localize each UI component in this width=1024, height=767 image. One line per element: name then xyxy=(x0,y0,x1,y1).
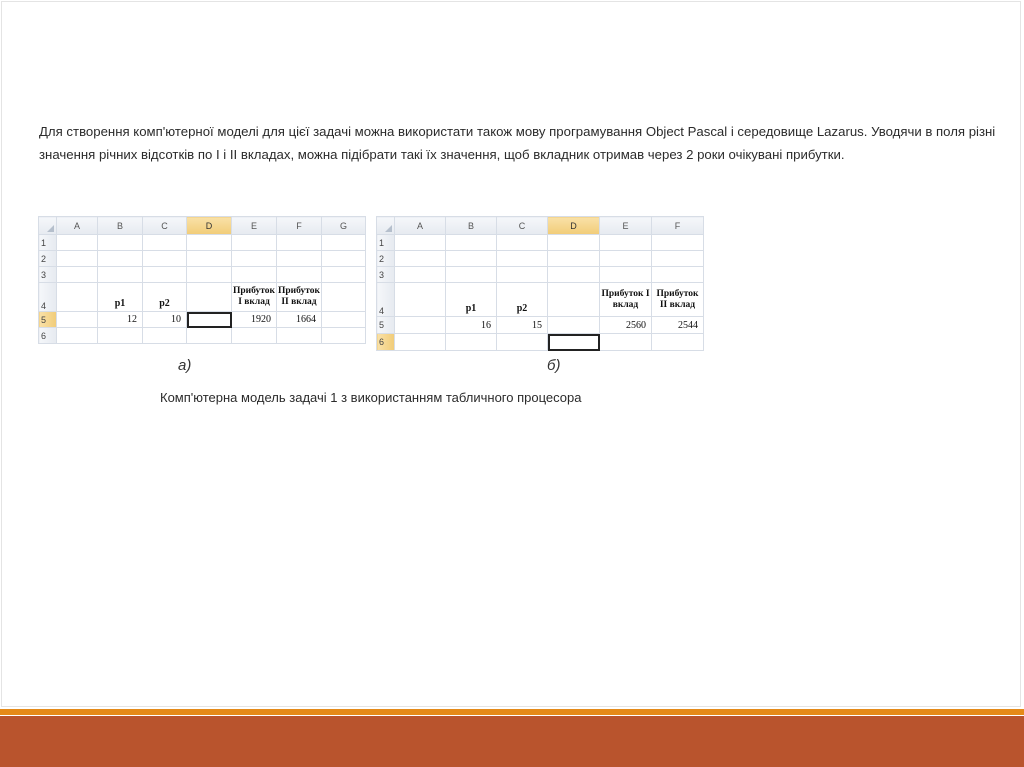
profit1-value-cell[interactable]: 1920 xyxy=(232,312,277,328)
cell[interactable] xyxy=(187,251,232,267)
cell[interactable] xyxy=(446,251,497,267)
cell[interactable] xyxy=(497,235,548,251)
cell[interactable] xyxy=(277,267,322,283)
row-header-1[interactable]: 1 xyxy=(39,235,57,251)
cell[interactable] xyxy=(277,235,322,251)
column-header-c[interactable]: C xyxy=(143,217,187,235)
cell[interactable] xyxy=(277,328,322,344)
slide-frame xyxy=(1,1,1021,707)
cell[interactable] xyxy=(57,283,98,312)
spreadsheet-a xyxy=(38,216,366,344)
cell[interactable] xyxy=(98,267,143,283)
cell[interactable] xyxy=(57,312,98,328)
cell[interactable] xyxy=(143,267,187,283)
profit2-value-cell[interactable]: 1664 xyxy=(277,312,322,328)
row-header-5[interactable]: 5 xyxy=(377,317,395,334)
cell[interactable] xyxy=(652,334,704,351)
p2-label-cell[interactable]: p2 xyxy=(497,283,548,317)
cell[interactable] xyxy=(322,328,366,344)
cell[interactable] xyxy=(446,235,497,251)
cell[interactable] xyxy=(548,251,600,267)
figure-caption: Комп'ютерна модель задачі 1 з використанням табличного процесора xyxy=(160,390,582,405)
row-header-2[interactable]: 2 xyxy=(39,251,57,267)
cell[interactable] xyxy=(322,312,366,328)
cell[interactable] xyxy=(143,328,187,344)
cell[interactable] xyxy=(57,251,98,267)
row-header-6[interactable]: 6 xyxy=(377,334,395,351)
p2-label-cell[interactable]: p2 xyxy=(143,283,187,312)
column-header-d[interactable]: D xyxy=(548,217,600,235)
cell[interactable] xyxy=(497,251,548,267)
cell[interactable] xyxy=(143,235,187,251)
cell[interactable] xyxy=(232,267,277,283)
cell[interactable] xyxy=(322,283,366,312)
footer-bar xyxy=(0,716,1024,767)
column-header-f[interactable]: F xyxy=(277,217,322,235)
cell[interactable] xyxy=(548,317,600,334)
cell[interactable] xyxy=(600,334,652,351)
column-header-f[interactable]: F xyxy=(652,217,704,235)
cell[interactable] xyxy=(98,235,143,251)
intro-paragraph: Для створення комп'ютерної моделі для цієї задачі можна використати також мову програмування Object Pascal і середовище Lazarus. Уводячи в поля різні значення річних відсотків по І і ІІ вкладах, можна підібрати такі їх значення, щоб вкладник отримав через 2 роки очікувані прибутки. xyxy=(39,124,996,162)
row-header-3[interactable]: 3 xyxy=(377,267,395,283)
profit2-label-cell[interactable]: Прибуток ІІ вклад xyxy=(277,283,322,312)
p2-value-cell[interactable]: 10 xyxy=(143,312,187,328)
row-header-4[interactable]: 4 xyxy=(39,283,57,312)
cell[interactable] xyxy=(187,235,232,251)
cell[interactable] xyxy=(322,235,366,251)
profit2-value-cell[interactable]: 2544 xyxy=(652,317,704,334)
column-header-d[interactable]: D xyxy=(187,217,232,235)
column-header-b[interactable]: B xyxy=(446,217,497,235)
selected-cell[interactable] xyxy=(187,312,232,328)
cell[interactable] xyxy=(57,235,98,251)
column-header-e[interactable]: E xyxy=(232,217,277,235)
footer-accent-line xyxy=(0,709,1024,715)
cell[interactable] xyxy=(600,235,652,251)
row-header-4[interactable]: 4 xyxy=(377,283,395,317)
select-all-corner[interactable] xyxy=(39,217,57,235)
cell[interactable] xyxy=(652,267,704,283)
cell[interactable] xyxy=(497,267,548,283)
p1-value-cell[interactable]: 16 xyxy=(446,317,497,334)
cell[interactable] xyxy=(395,334,446,351)
row-header-1[interactable]: 1 xyxy=(377,235,395,251)
cell[interactable] xyxy=(57,328,98,344)
figure-a-label: а) xyxy=(178,357,192,374)
cell[interactable] xyxy=(187,283,232,312)
cell[interactable] xyxy=(548,235,600,251)
spreadsheet-b xyxy=(376,216,704,351)
cell[interactable] xyxy=(497,334,548,351)
cell[interactable] xyxy=(600,267,652,283)
cell[interactable] xyxy=(98,328,143,344)
cell[interactable] xyxy=(548,283,600,317)
column-header-a[interactable]: A xyxy=(57,217,98,235)
cell[interactable] xyxy=(395,251,446,267)
select-all-corner[interactable] xyxy=(377,217,395,235)
cell[interactable] xyxy=(652,235,704,251)
cell[interactable] xyxy=(187,328,232,344)
cell[interactable] xyxy=(548,267,600,283)
cell[interactable] xyxy=(322,251,366,267)
cell[interactable] xyxy=(395,317,446,334)
cell[interactable] xyxy=(600,251,652,267)
row-header-5[interactable]: 5 xyxy=(39,312,57,328)
profit1-value-cell[interactable]: 2560 xyxy=(600,317,652,334)
cell[interactable] xyxy=(446,334,497,351)
row-header-3[interactable]: 3 xyxy=(39,267,57,283)
figure-b-label: б) xyxy=(547,357,561,374)
cell[interactable] xyxy=(277,251,322,267)
p1-label-cell[interactable]: p1 xyxy=(446,283,497,317)
row-header-6[interactable]: 6 xyxy=(39,328,57,344)
profit1-label-cell[interactable]: Прибуток І вклад xyxy=(232,283,277,312)
column-header-e[interactable]: E xyxy=(600,217,652,235)
cell[interactable] xyxy=(395,283,446,317)
profit2-label-cell[interactable]: Прибуток ІІ вклад xyxy=(652,283,704,317)
cell[interactable] xyxy=(143,251,187,267)
column-header-g[interactable]: G xyxy=(322,217,366,235)
column-header-c[interactable]: C xyxy=(497,217,548,235)
cell[interactable] xyxy=(652,251,704,267)
p2-value-cell[interactable]: 15 xyxy=(497,317,548,334)
row-header-2[interactable]: 2 xyxy=(377,251,395,267)
cell[interactable] xyxy=(232,251,277,267)
p1-label-cell[interactable]: p1 xyxy=(98,283,143,312)
cell[interactable] xyxy=(446,267,497,283)
profit1-label-cell[interactable]: Прибуток І вклад xyxy=(600,283,652,317)
cell[interactable] xyxy=(395,267,446,283)
selected-cell[interactable] xyxy=(548,334,600,351)
cell[interactable] xyxy=(57,267,98,283)
cell[interactable] xyxy=(232,328,277,344)
column-header-a[interactable]: A xyxy=(395,217,446,235)
column-header-b[interactable]: B xyxy=(98,217,143,235)
cell[interactable] xyxy=(322,267,366,283)
p1-value-cell[interactable]: 12 xyxy=(98,312,143,328)
cell[interactable] xyxy=(395,235,446,251)
cell[interactable] xyxy=(187,267,232,283)
cell[interactable] xyxy=(98,251,143,267)
cell[interactable] xyxy=(232,235,277,251)
